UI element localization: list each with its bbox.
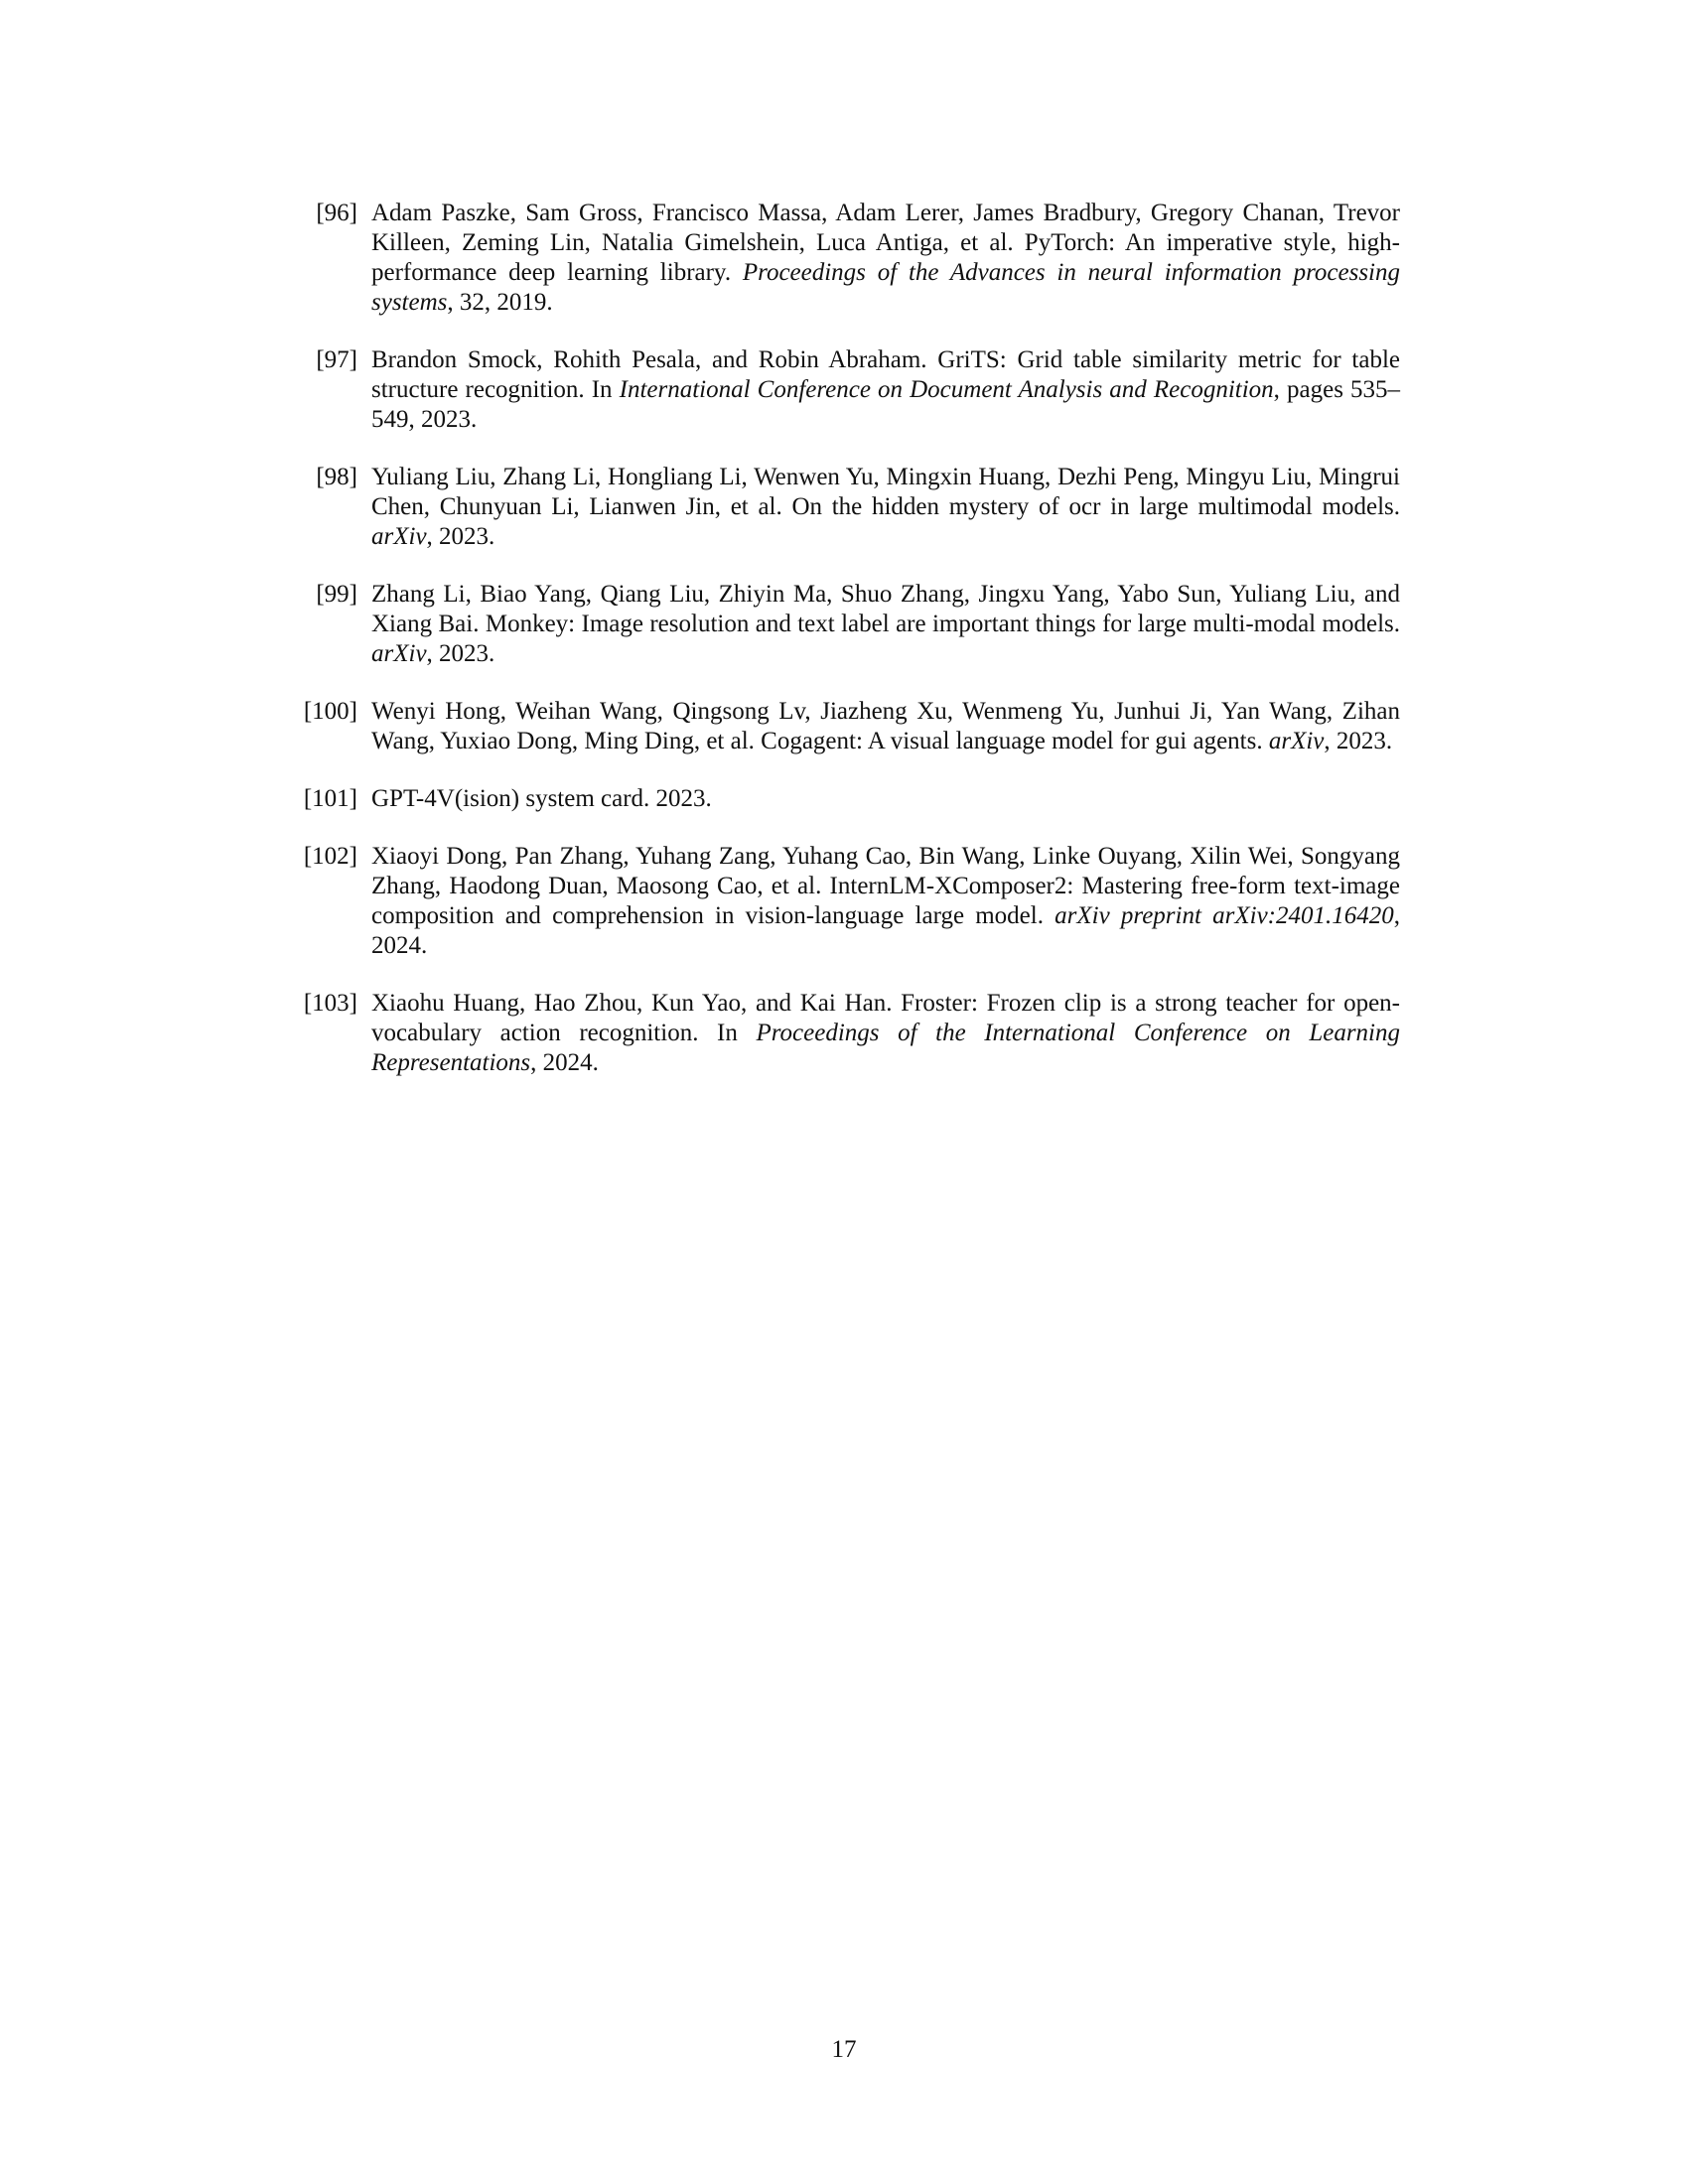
reference-number: [98]	[316, 464, 357, 490]
reference-segment: , 2023.	[426, 523, 495, 550]
reference-venue: Proceedings of the Advances in neural information processing systems	[371, 259, 1400, 316]
reference-segment: , 2023.	[426, 640, 495, 667]
reference-segment: Wenyi Hong, Weihan Wang, Qingsong Lv, Jiazheng Xu, Wenmeng Yu, Junhui Ji, Yan Wang, Zihan Wang, Yuxiao Dong, Ming Ding, et al. Cogagent: A visual language model for gui agents.	[371, 698, 1400, 754]
reference-text	[371, 580, 1400, 669]
reference-venue: arXiv	[371, 640, 427, 667]
reference-list	[288, 199, 1400, 1106]
reference-number: [103]	[303, 990, 357, 1017]
page-number: 17	[831, 2036, 857, 2063]
reference-segment: Adam Paszke, Sam Gross, Francisco Massa, Adam Lerer, James Bradbury, Gregory Chanan, Trevor Killeen, Zeming Lin, Natalia Gimelshein, Luca Antiga, et al. PyTorch: An imperative style, high-performance deep learning library.	[371, 200, 1400, 286]
reference-entry	[288, 580, 1400, 669]
reference-segment: , pages 535–549, 2023.	[371, 376, 1400, 433]
reference-text	[371, 345, 1400, 435]
reference-segment: GPT-4V(ision) system card. 2023.	[371, 785, 712, 812]
reference-text	[371, 463, 1400, 552]
reference-segment: Zhang Li, Biao Yang, Qiang Liu, Zhiyin Ma, Shuo Zhang, Jingxu Yang, Yabo Sun, Yuliang Liu, and Xiang Bai. Monkey: Image resolution and text label are important things for large multi-modal models.	[371, 581, 1400, 637]
reference-segment: , 2024.	[371, 902, 1400, 959]
reference-venue: arXiv	[371, 523, 427, 550]
reference-entry	[288, 345, 1400, 435]
reference-number: [96]	[316, 200, 357, 226]
reference-entry	[288, 842, 1400, 961]
reference-venue: Proceedings of the International Conference on Learning Representations	[371, 1020, 1400, 1076]
reference-segment: , 2024.	[530, 1049, 599, 1076]
reference-segment: , 32, 2019.	[447, 289, 553, 316]
reference-text	[371, 989, 1400, 1078]
reference-text	[371, 842, 1400, 961]
reference-number: [101]	[303, 785, 357, 812]
reference-venue: International Conference on Document Analysis and Recognition	[619, 376, 1274, 403]
reference-venue: arXiv preprint arXiv:2401.16420	[1055, 902, 1394, 929]
reference-entry	[288, 463, 1400, 552]
reference-entry	[288, 697, 1400, 756]
reference-segment: , 2023.	[1324, 728, 1393, 754]
reference-segment: Xiaoyi Dong, Pan Zhang, Yuhang Zang, Yuhang Cao, Bin Wang, Linke Ouyang, Xilin Wei, Songyang Zhang, Haodong Duan, Maosong Cao, et al. InternLM-XComposer2: Mastering free-form text-image composition and comprehension in vision-language large model.	[371, 843, 1400, 929]
reference-segment: Xiaohu Huang, Hao Zhou, Kun Yao, and Kai Han. Froster: Frozen clip is a strong teacher for open-vocabulary action recognition. In	[371, 990, 1400, 1046]
reference-segment: Brandon Smock, Rohith Pesala, and Robin Abraham. GriTS: Grid table similarity metric for table structure recognition. In	[371, 346, 1400, 403]
reference-text	[371, 199, 1400, 318]
reference-number: [100]	[303, 698, 357, 725]
reference-text	[371, 697, 1400, 756]
reference-segment: Yuliang Liu, Zhang Li, Hongliang Li, Wenwen Yu, Mingxin Huang, Dezhi Peng, Mingyu Liu, Mingrui Chen, Chunyuan Li, Lianwen Jin, et al. On the hidden mystery of ocr in large multimodal models.	[371, 464, 1400, 520]
reference-number: [99]	[316, 581, 357, 608]
reference-number: [97]	[316, 346, 357, 373]
reference-number: [102]	[303, 843, 357, 870]
reference-entry	[288, 784, 1400, 814]
reference-text	[371, 784, 1400, 814]
reference-venue: arXiv	[1268, 728, 1325, 754]
reference-entry	[288, 199, 1400, 318]
reference-entry	[288, 989, 1400, 1078]
